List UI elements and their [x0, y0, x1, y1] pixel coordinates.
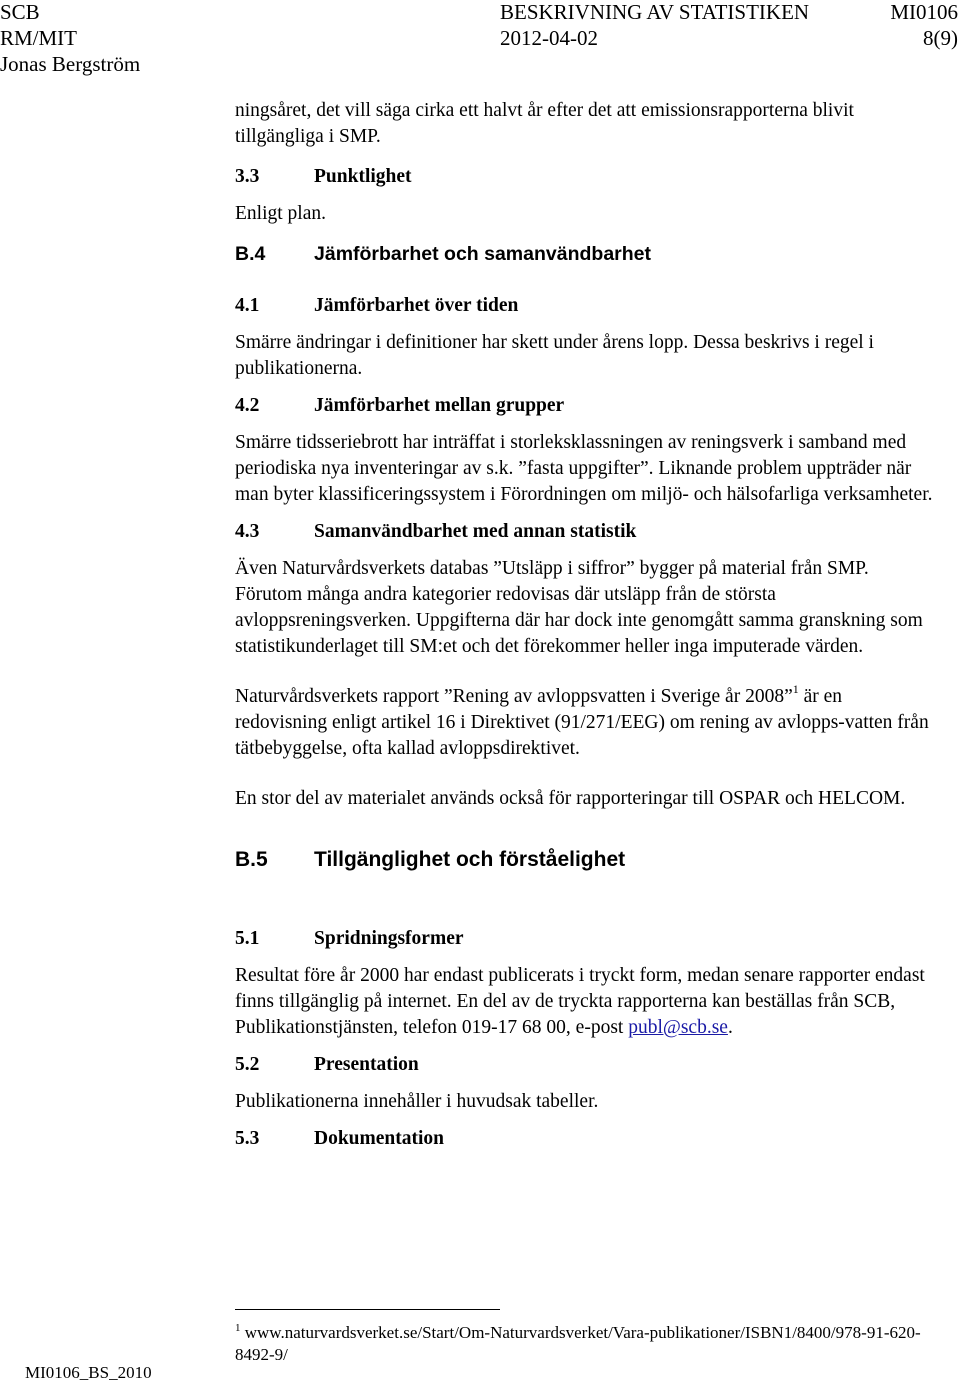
- main-content: [235, 98, 935, 1152]
- heading-number: 5.1: [235, 928, 260, 949]
- heading-title: Tillgänglighet och förståelighet: [314, 848, 626, 871]
- heading-title: Jämförbarhet och samanvändbarhet: [314, 243, 652, 265]
- heading-4-1: [235, 293, 935, 319]
- footnote: [235, 1322, 945, 1366]
- paragraph-text: är en redovisning enligt artikel 16 i Direktivet (91/271/EEG) om rening av avlopps-vatten från tätbebyggelse, ofta kallad avloppsdirektivet.: [235, 686, 929, 759]
- header-author: Jonas Bergström: [0, 52, 141, 76]
- heading-3-3: [235, 164, 935, 190]
- heading-number: 5.2: [235, 1054, 260, 1075]
- header-org: SCB: [0, 0, 40, 24]
- footnote-mark: 1: [235, 1322, 241, 1334]
- heading-title: Jämförbarhet över tiden: [314, 295, 519, 316]
- paragraph-intro: ningsåret, det vill säga cirka ett halvt år efter det att emissionsrapporterna blivit tillgängliga i SMP.: [235, 100, 854, 147]
- page-footer: MI0106_BS_2010: [25, 1363, 152, 1382]
- paragraph-4-2: Smärre tidsseriebrott har inträffat i storleksklassningen av reningsverk i samband med periodiska nya inventeringar av s.k. ”fasta uppgifter”. Liknande problem uppträder när man byter klassificeringssystem i Förordningen om miljö- och hälsofarliga verksamheter.: [235, 432, 933, 505]
- paragraph-5-2: Publikationerna innehåller i huvudsak tabeller.: [235, 1091, 599, 1112]
- paragraph-4-1: Smärre ändringar i definitioner har skett under årens lopp. Dessa beskrivs i regel i publikationerna.: [235, 332, 874, 379]
- email-link[interactable]: publ@scb.se: [628, 1017, 728, 1038]
- header-doc-type: BESKRIVNING AV STATISTIKEN: [500, 0, 810, 24]
- heading-number: 3.3: [235, 166, 260, 187]
- heading-title: Spridningsformer: [314, 928, 464, 949]
- paragraph-5-1: [235, 963, 935, 1041]
- footnote-reference[interactable]: 1: [792, 682, 799, 696]
- heading-title: Samanvändbarhet med annan statistik: [314, 521, 637, 542]
- paragraph-text: Resultat före år 2000 har endast publicerats i tryckt form, medan senare rapporter endast finns tillgänglig på internet. En del av de tryckta rapporterna kan beställas från SCB, Publikationstjänsten, telefon 019-17 68 00, e-post: [235, 965, 925, 1038]
- paragraph-text: .: [727, 1017, 733, 1038]
- header-code: MI0106: [890, 0, 958, 24]
- heading-b4: [235, 241, 935, 267]
- footnote-separator: [235, 1309, 500, 1310]
- heading-title: Dokumentation: [314, 1128, 445, 1149]
- footnote-text: www.naturvardsverket.se/Start/Om-Naturvardsverket/Vara-publikationer/ISBN1/8400/978-91-620-8492-9/: [235, 1323, 921, 1364]
- heading-b5: [235, 847, 935, 873]
- page-header: [0, 0, 960, 80]
- heading-number: B.5: [235, 848, 268, 871]
- heading-title: Jämförbarhet mellan grupper: [314, 395, 565, 416]
- heading-number: 4.3: [235, 521, 260, 542]
- paragraph-4-3-a: Även Naturvårdsverkets databas ”Utsläpp i siffror” bygger på material från SMP. Förutom många andra kategorier redovisas där utsläpp från de största avloppsreningsverken. Uppgifterna där har dock inte genomgått samma granskning som statistikunderlaget till SM:et och det förekommer heller inga imputerade värden.: [235, 558, 923, 657]
- paragraph-3-3: Enligt plan.: [235, 203, 326, 224]
- heading-5-2: [235, 1052, 935, 1078]
- heading-4-3: [235, 519, 935, 545]
- header-date: 2012-04-02: [500, 26, 598, 50]
- paragraph-4-3-c: En stor del av materialet används också för rapporteringar till OSPAR och HELCOM.: [235, 788, 906, 809]
- heading-number: 4.1: [235, 295, 260, 316]
- header-unit: RM/MIT: [0, 26, 78, 50]
- paragraph-4-3-b: [235, 684, 935, 762]
- header-page-number: 8(9): [923, 26, 958, 50]
- heading-title: Presentation: [314, 1054, 419, 1075]
- paragraph-text: Naturvårdsverkets rapport ”Rening av avloppsvatten i Sverige år 2008”: [235, 686, 793, 707]
- heading-4-2: [235, 393, 935, 419]
- heading-5-1: [235, 926, 935, 952]
- heading-number: 4.2: [235, 395, 260, 416]
- heading-title: Punktlighet: [314, 166, 412, 187]
- heading-number: B.4: [235, 243, 266, 265]
- heading-number: 5.3: [235, 1128, 260, 1149]
- heading-5-3: [235, 1126, 935, 1152]
